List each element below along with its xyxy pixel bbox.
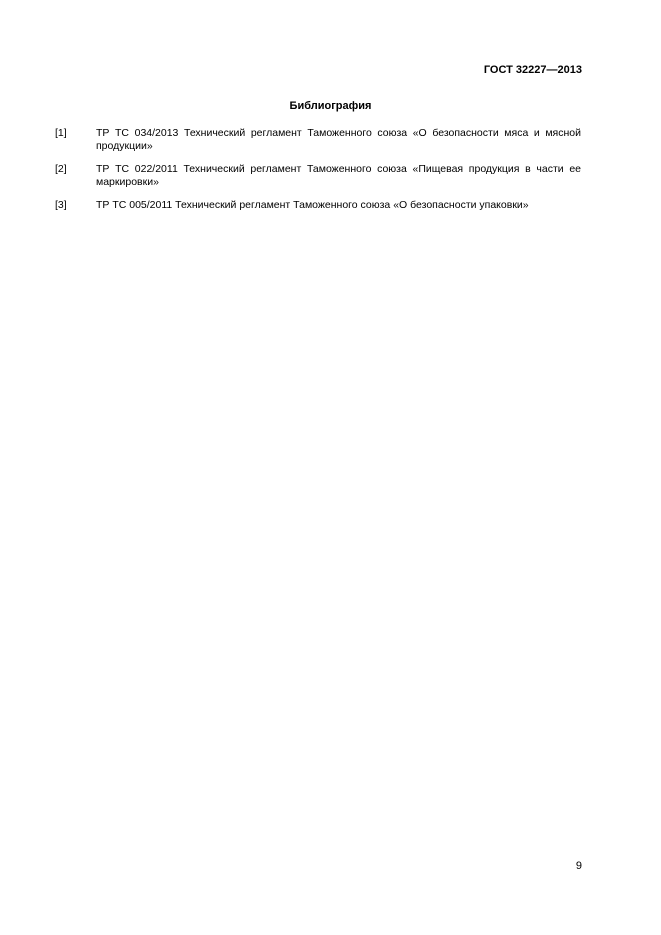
bibliography-title: Библиография [289,100,372,112]
bibliography-text: ТР ТС 034/2013 Технический регламент Таможенного союза «О безопасности мяса и мясной продукции» [96,127,581,152]
bibliography-item-3 [55,199,581,212]
bibliography-item-2 [55,163,581,189]
bibliography-text: ТР ТС 005/2011 Технический регламент Таможенного союза «О безопасности упаковки» [96,199,529,211]
bibliography-number: [2] [55,163,67,175]
bibliography-number: [1] [55,127,67,139]
bibliography-text: ТР ТС 022/2011 Технический регламент Таможенного союза «Пищевая продукция в части ее маркировки» [96,163,581,188]
document-code: ГОСТ 32227—2013 [483,64,582,76]
bibliography-item-1 [55,127,581,153]
page-number: 9 [575,860,582,872]
bibliography-list [55,127,581,222]
bibliography-number: [3] [55,199,67,211]
